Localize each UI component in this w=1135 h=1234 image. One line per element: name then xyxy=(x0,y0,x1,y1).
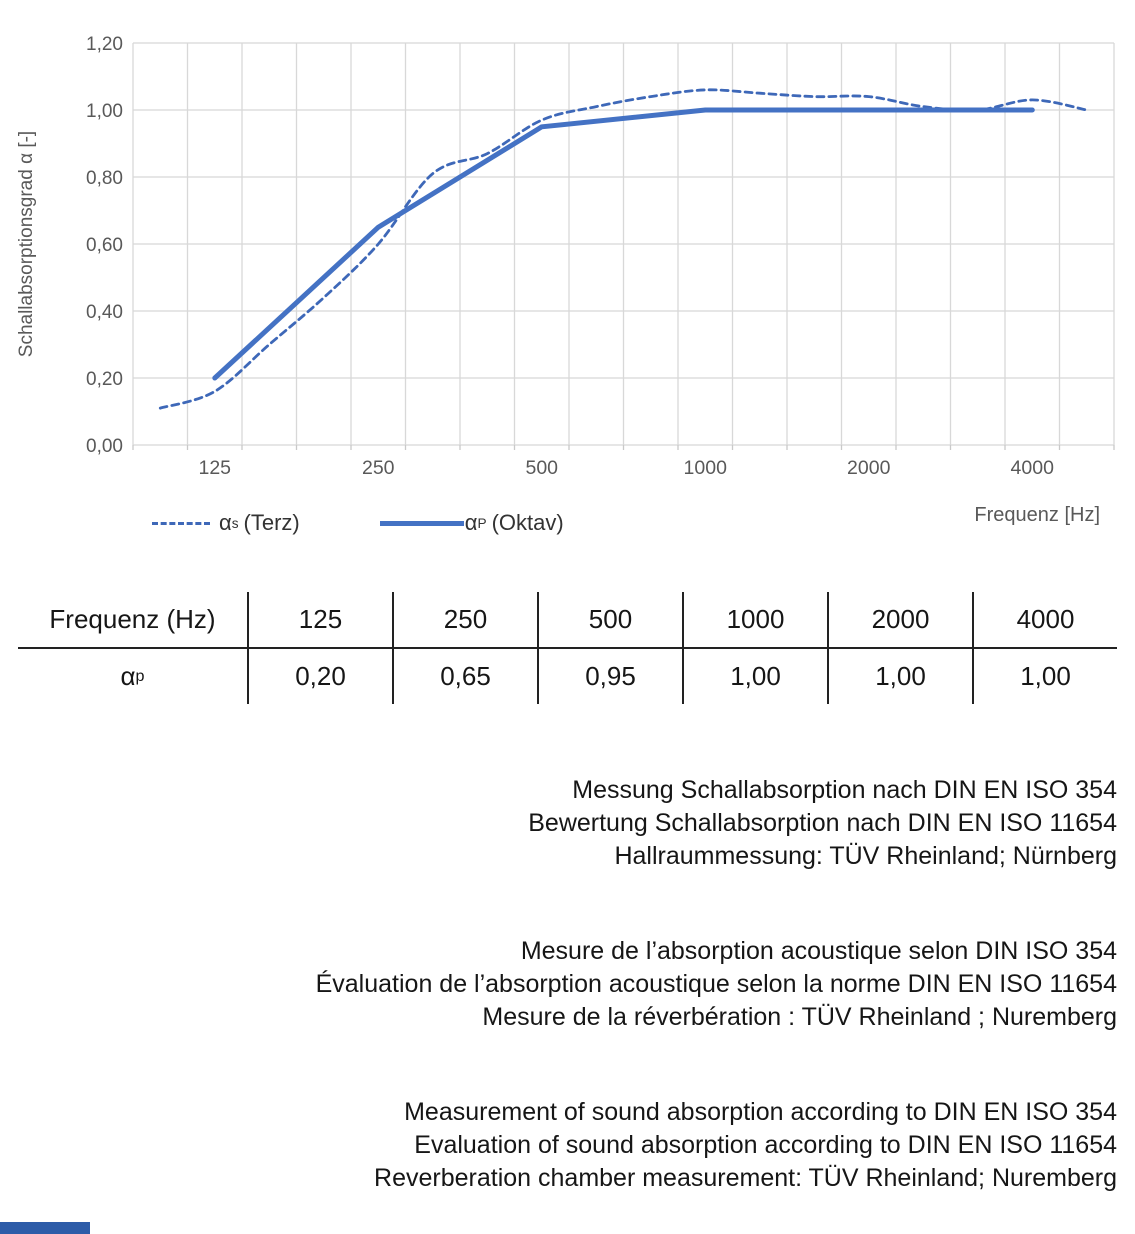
x-tick-label: 1000 xyxy=(683,457,727,479)
x-tick-label: 500 xyxy=(525,457,559,479)
legend-item-terz xyxy=(152,510,300,536)
text-line: Évaluation de l’absorption acoustique selon la norme DIN EN ISO 11654 xyxy=(315,970,1117,998)
notes-english xyxy=(0,1096,1117,1195)
legend-subscript: s xyxy=(231,515,239,531)
table-header-cell: 500 xyxy=(537,592,682,649)
table-value-cell: 1,00 xyxy=(972,649,1117,704)
absorption-chart xyxy=(0,0,1135,555)
table-value-cell: 0,65 xyxy=(392,649,537,704)
legend-item-oktav xyxy=(380,510,564,536)
table-header-cell: 4000 xyxy=(972,592,1117,649)
chart-canvas xyxy=(0,0,1135,555)
text-line: Hallraummessung: TÜV Rheinland; Nürnberg xyxy=(614,842,1117,870)
x-tick-label: 4000 xyxy=(1010,457,1054,479)
y-tick-label: 1,00 xyxy=(86,101,123,122)
legend-label: (Terz) xyxy=(243,510,300,535)
text-line: Measurement of sound absorption according to DIN EN ISO 354 xyxy=(404,1098,1117,1126)
y-tick-label: 0,00 xyxy=(86,436,123,457)
x-axis-title: Frequenz [Hz] xyxy=(974,504,1100,526)
table-header-cell: 1000 xyxy=(682,592,827,649)
measurement-notes xyxy=(0,774,1135,1195)
table-value-cell: 1,00 xyxy=(827,649,972,704)
table-row-label xyxy=(18,649,247,704)
legend-label: (Oktav) xyxy=(491,510,564,535)
text-line: Evaluation of sound absorption according to DIN EN ISO 11654 xyxy=(414,1131,1117,1159)
legend-symbol: α xyxy=(464,510,478,535)
legend-symbol: α xyxy=(219,510,232,535)
dashed-line-sample xyxy=(152,522,210,525)
table-header-cell: Frequenz (Hz) xyxy=(18,592,247,649)
y-tick-label: 0,20 xyxy=(86,369,123,390)
table-value-cell: 0,20 xyxy=(247,649,392,704)
x-tick-label: 250 xyxy=(361,457,395,479)
y-tick-label: 0,60 xyxy=(86,235,123,256)
alpha-symbol: α xyxy=(120,661,136,691)
table-header-cell: 250 xyxy=(392,592,537,649)
legend-subscript: P xyxy=(477,515,487,531)
x-tick-label: 2000 xyxy=(847,457,891,479)
table-header-cell: 125 xyxy=(247,592,392,649)
notes-german xyxy=(0,774,1117,873)
chart-legend xyxy=(152,510,564,536)
y-tick-label: 0,80 xyxy=(86,168,123,189)
text-line: Mesure de la réverbération : TÜV Rheinland ; Nuremberg xyxy=(482,1003,1117,1031)
solid-line-sample xyxy=(380,521,464,526)
table-value-cell: 0,95 xyxy=(537,649,682,704)
absorption-values-table xyxy=(18,592,1117,704)
text-line: Reverberation chamber measurement: TÜV Rheinland; Nuremberg xyxy=(374,1164,1117,1192)
table-header-cell: 2000 xyxy=(827,592,972,649)
y-tick-label: 1,20 xyxy=(86,34,123,55)
y-axis-title: Schallabsorptionsgrad α [-] xyxy=(16,130,37,358)
text-line: Bewertung Schallabsorption nach DIN EN ISO 11654 xyxy=(528,809,1117,837)
text-line: Messung Schallabsorption nach DIN EN ISO 354 xyxy=(572,776,1117,804)
notes-french xyxy=(0,935,1117,1034)
accent-bar xyxy=(0,1222,90,1234)
y-tick-label: 0,40 xyxy=(86,302,123,323)
text-line: Mesure de l’absorption acoustique selon DIN ISO 354 xyxy=(520,937,1117,965)
table-value-cell: 1,00 xyxy=(682,649,827,704)
alpha-subscript: p xyxy=(135,667,145,685)
x-tick-label: 125 xyxy=(198,457,232,479)
